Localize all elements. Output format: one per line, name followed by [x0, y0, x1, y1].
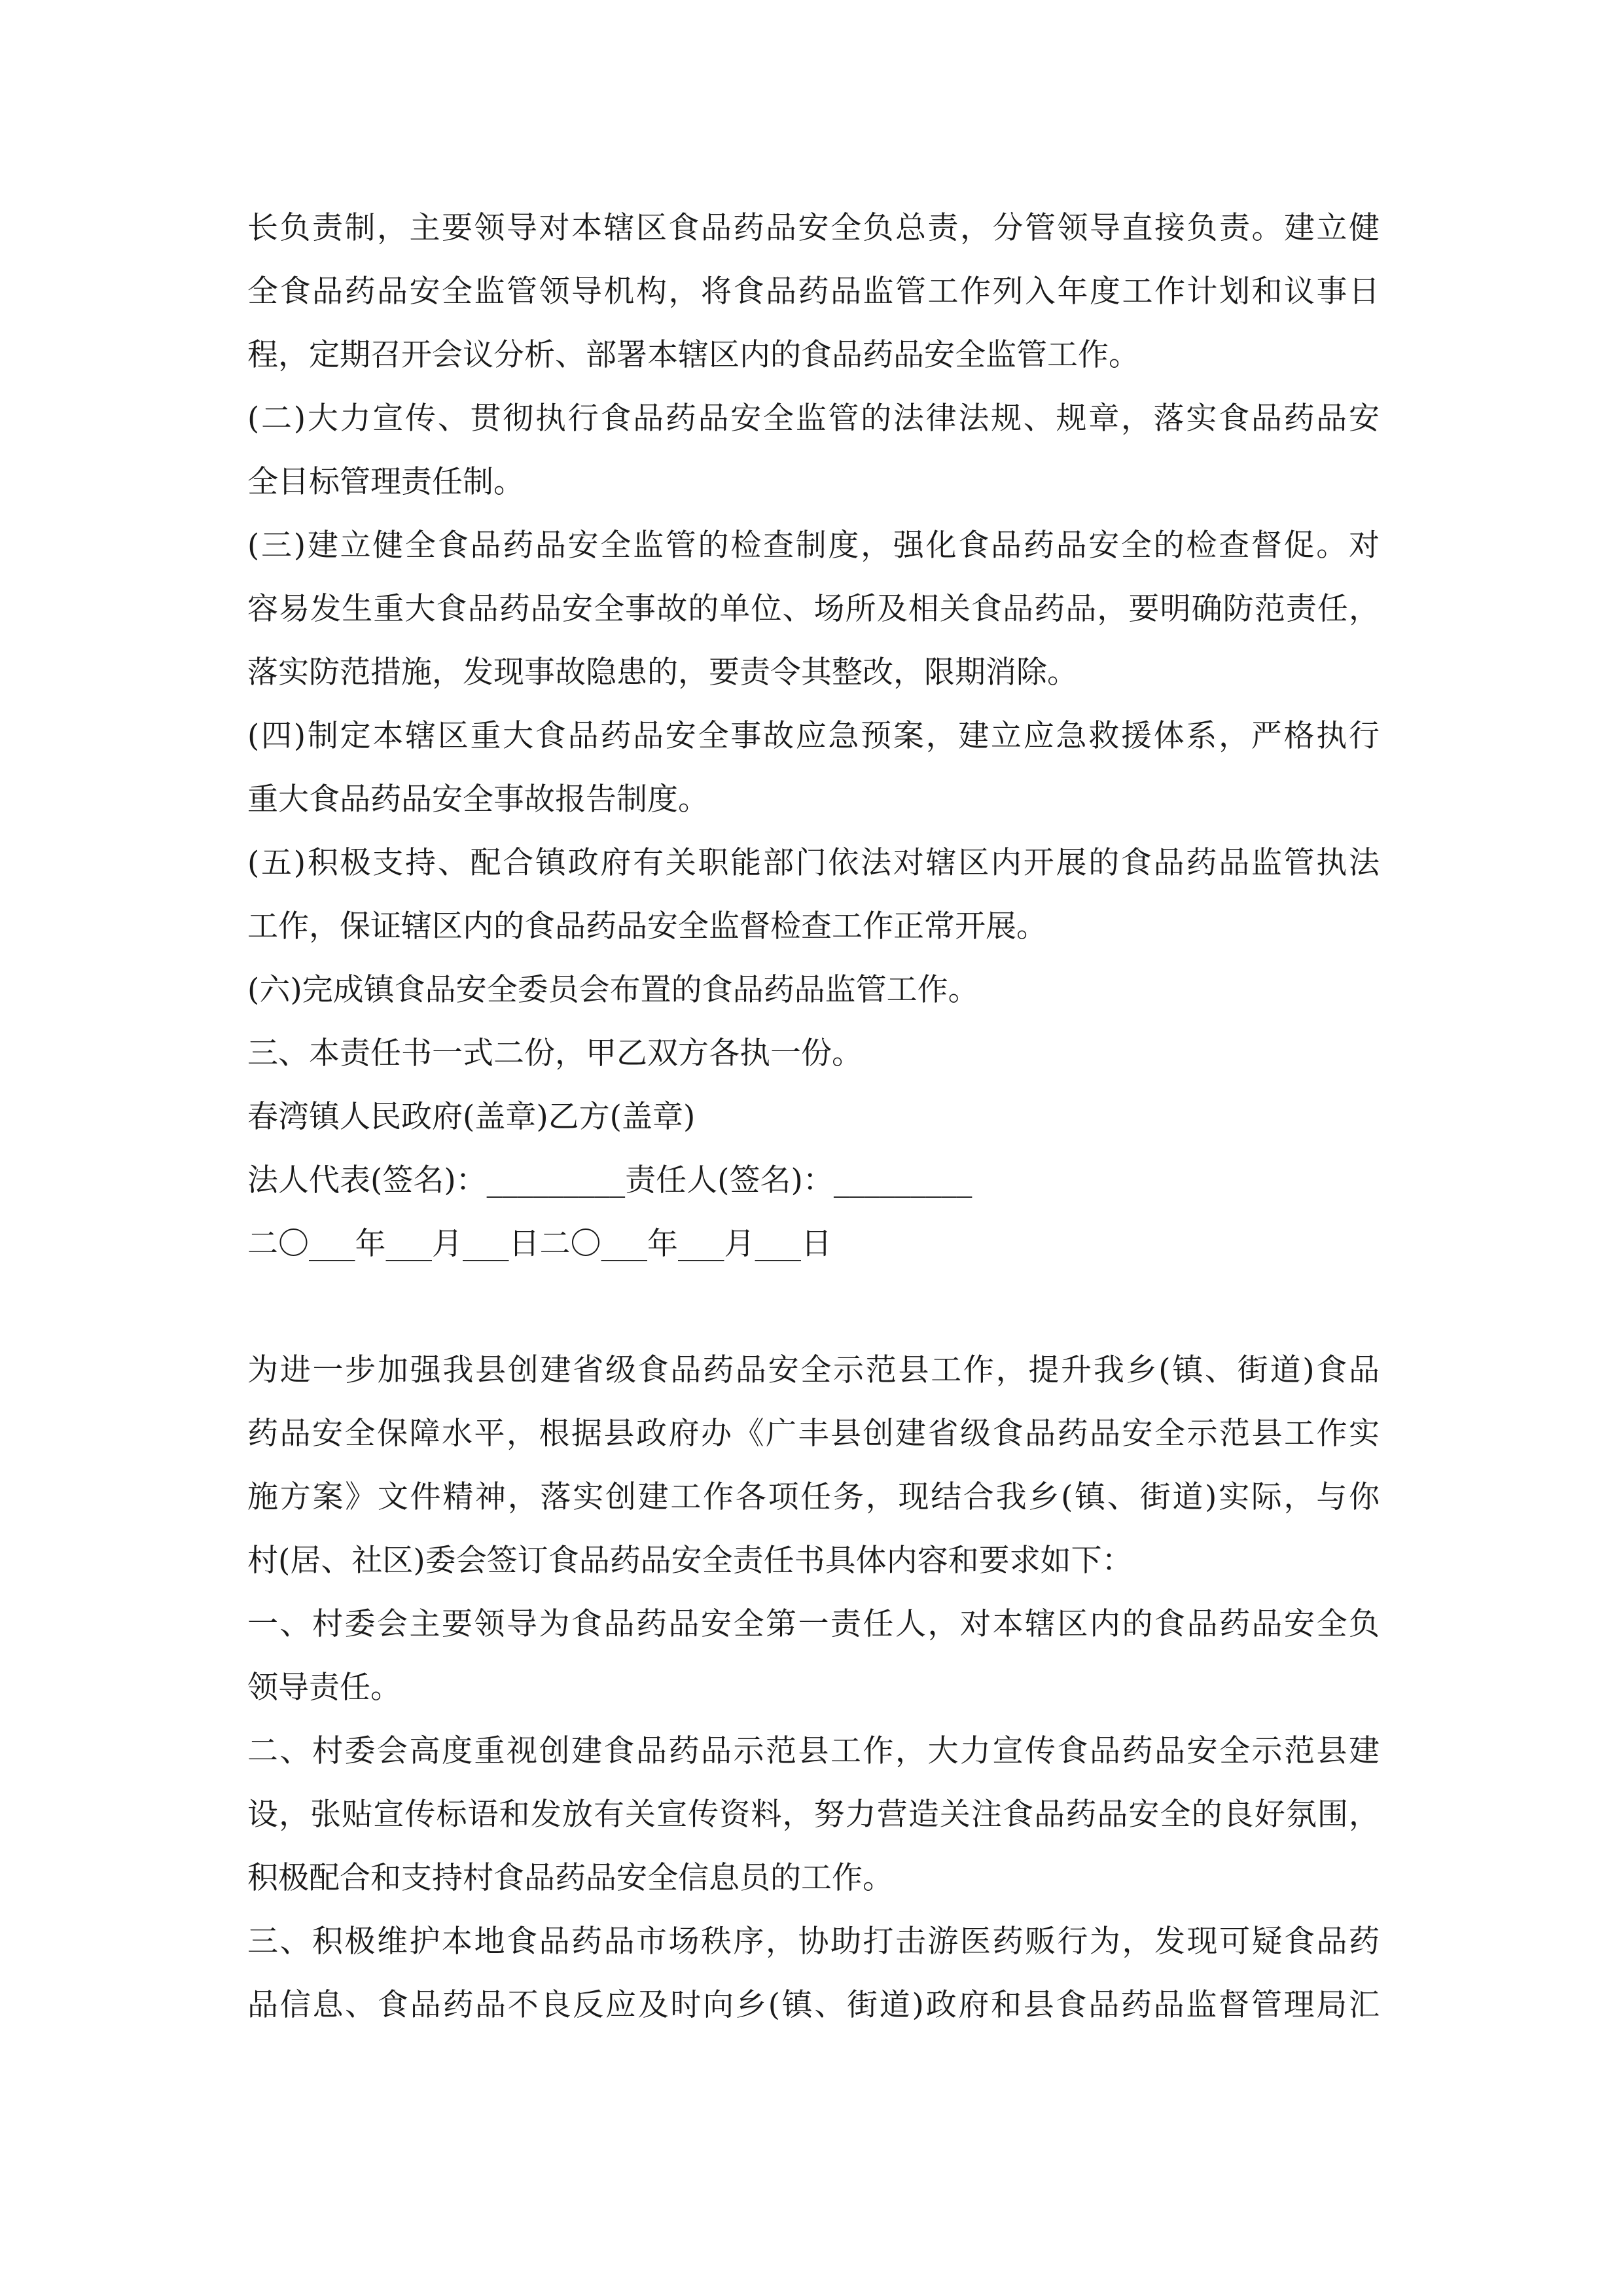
responsibility-letter-continuation [247, 196, 1380, 1276]
copies-statement: 三、本责任书一式二份，甲乙双方各执一份。 [247, 1035, 863, 1071]
seal-line: 春湾镇人民政府(盖章)乙方(盖章) [247, 1099, 696, 1135]
item-1-line: 领导责任。 [247, 1670, 401, 1706]
clause-3-line: 容易发生重大食品药品安全事故的单位、场所及相关食品药品，要明确防范责任， [247, 591, 1380, 627]
body-line: 程，定期召开会议分析、部署本辖区内的食品药品安全监管工作。 [247, 337, 1139, 373]
clause-2-line: 全目标管理责任制。 [247, 464, 524, 500]
clause-4-line: 重大食品药品安全事故报告制度。 [247, 781, 709, 817]
date-line: 二〇___年___月___日二〇___年___月___日 [247, 1226, 832, 1262]
item-3-line: 品信息、食品药品不良反应及时向乡(镇、街道)政府和县食品药品监督管理局汇 [247, 1987, 1380, 2023]
clause-5-line: 工作，保证辖区内的食品药品安全监督检查工作正常开展。 [247, 908, 1047, 944]
item-3-line: 三、积极维护本地食品药品市场秩序，协助打击游医药贩行为，发现可疑食品药 [247, 1924, 1380, 1960]
item-1-line: 一、村委会主要领导为食品药品安全第一责任人，对本辖区内的食品药品安全负 [247, 1606, 1380, 1642]
item-2-line: 积极配合和支持村食品药品安全信息员的工作。 [247, 1860, 893, 1896]
intro-line: 施方案》文件精神，落实创建工作各项任务，现结合我乡(镇、街道)实际，与你 [247, 1479, 1380, 1515]
clause-4-line: (四)制定本辖区重大食品药品安全事故应急预案，建立应急救援体系，严格执行 [247, 718, 1380, 754]
item-2-line: 二、村委会高度重视创建食品药品示范县工作，大力宣传食品药品安全示范县建 [247, 1733, 1380, 1769]
intro-line: 村(居、社区)委会签订食品药品安全责任书具体内容和要求如下： [247, 1543, 1133, 1579]
intro-line: 药品安全保障水平，根据县政府办《广丰县创建省级食品药品安全示范县工作实 [247, 1416, 1380, 1452]
item-2-line: 设，张贴宣传标语和发放有关宣传资料，努力营造关注食品药品安全的良好氛围， [247, 1797, 1380, 1833]
clause-5-line: (五)积极支持、配合镇政府有关职能部门依法对辖区内开展的食品药品监管执法 [247, 845, 1380, 881]
clause-3-line: 落实防范措施，发现事故隐患的，要责令其整改，限期消除。 [247, 655, 1078, 691]
clause-3-line: (三)建立健全食品药品安全监管的检查制度，强化食品药品安全的检查督促。对 [247, 528, 1380, 564]
clause-2-line: (二)大力宣传、贯彻执行食品药品安全监管的法律法规、规章，落实食品药品安 [247, 401, 1380, 437]
village-responsibility-letter [247, 1338, 1380, 2037]
intro-line: 为进一步加强我县创建省级食品药品安全示范县工作，提升我乡(镇、街道)食品 [247, 1352, 1380, 1388]
clause-6-line: (六)完成镇食品安全委员会布置的食品药品监管工作。 [247, 972, 979, 1008]
body-line: 长负责制，主要领导对本辖区食品药品安全负总责，分管领导直接负责。建立健 [247, 210, 1380, 246]
signature-line: 法人代表(签名)：_________责任人(签名)：_________ [247, 1162, 972, 1198]
body-line: 全食品药品安全监管领导机构，将食品药品监管工作列入年度工作计划和议事日 [247, 274, 1380, 310]
